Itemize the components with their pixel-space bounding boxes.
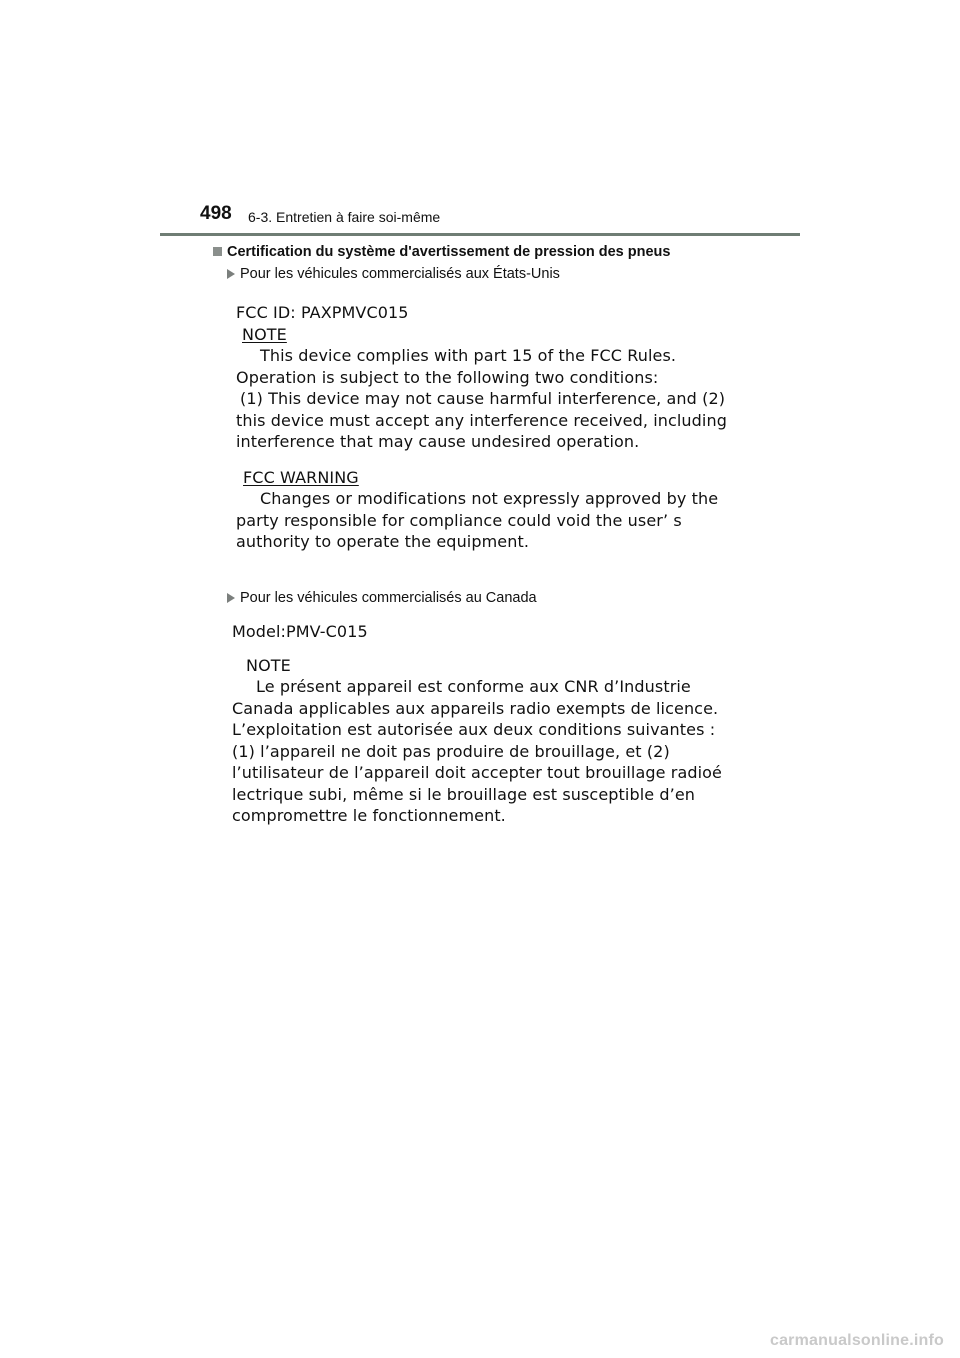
canada-note-line: L’exploitation est autorisée aux deux conditions suivantes : [232, 720, 716, 739]
square-bullet-icon [213, 247, 222, 256]
canada-note-line: (1) l’appareil ne doit pas produire de brouillage, et (2) [232, 741, 670, 761]
fcc-note-line: interference that may cause undesired operation. [236, 432, 640, 451]
canada-note-line: lectrique subi, même si le brouillage est susceptible d’en [232, 784, 696, 804]
canada-label [232, 621, 722, 827]
fcc-note-line: this device must accept any interference received, including [236, 410, 727, 430]
subhead-us [227, 266, 560, 282]
section-title [213, 244, 670, 260]
fcc-note-line: Operation is subject to the following two conditions: [236, 367, 659, 387]
canada-note-line: Le présent appareil est conforme aux CNR d’Industrie [256, 677, 691, 696]
fcc-id: FCC ID: PAXPMVC015 [236, 303, 409, 322]
header-divider [160, 233, 800, 236]
fcc-warning-line: party responsible for compliance could void the user’ s [236, 510, 682, 530]
canada-note-line: l’utilisateur de l’appareil doit accepter tout brouillage radioé [232, 763, 722, 782]
fcc-note-heading: NOTE [242, 324, 287, 344]
section-title-text: Certification du système d'avertissement de pression des pneus [227, 244, 671, 260]
section-header: 6-3. Entretien à faire soi-même [248, 209, 441, 225]
subhead-canada [227, 590, 537, 606]
triangle-bullet-icon [227, 593, 235, 603]
fcc-note-line: This device complies with part 15 of the FCC Rules. [260, 346, 677, 365]
canada-model: Model:PMV-C015 [232, 622, 368, 641]
subhead-us-text: Pour les véhicules commercialisés aux États-Unis [240, 266, 560, 282]
fcc-warning-line: authority to operate the equipment. [236, 532, 530, 551]
fcc-warning-heading: FCC WARNING [243, 467, 359, 487]
canada-note-line: compromettre le fonctionnement. [232, 806, 506, 825]
fcc-note-line: (1) This device may not cause harmful interference, and (2) [240, 389, 726, 408]
fcc-label [236, 302, 727, 553]
page-number: 498 [200, 203, 232, 224]
watermark: carmanualsonline.info [769, 1332, 944, 1349]
subhead-canada-text: Pour les véhicules commercialisés au Canada [240, 590, 537, 606]
canada-note-heading: NOTE [246, 655, 291, 675]
fcc-warning-line: Changes or modifications not expressly approved by the [260, 489, 719, 508]
triangle-bullet-icon [227, 269, 235, 279]
canada-note-line: Canada applicables aux appareils radio exempts de licence. [232, 698, 719, 718]
